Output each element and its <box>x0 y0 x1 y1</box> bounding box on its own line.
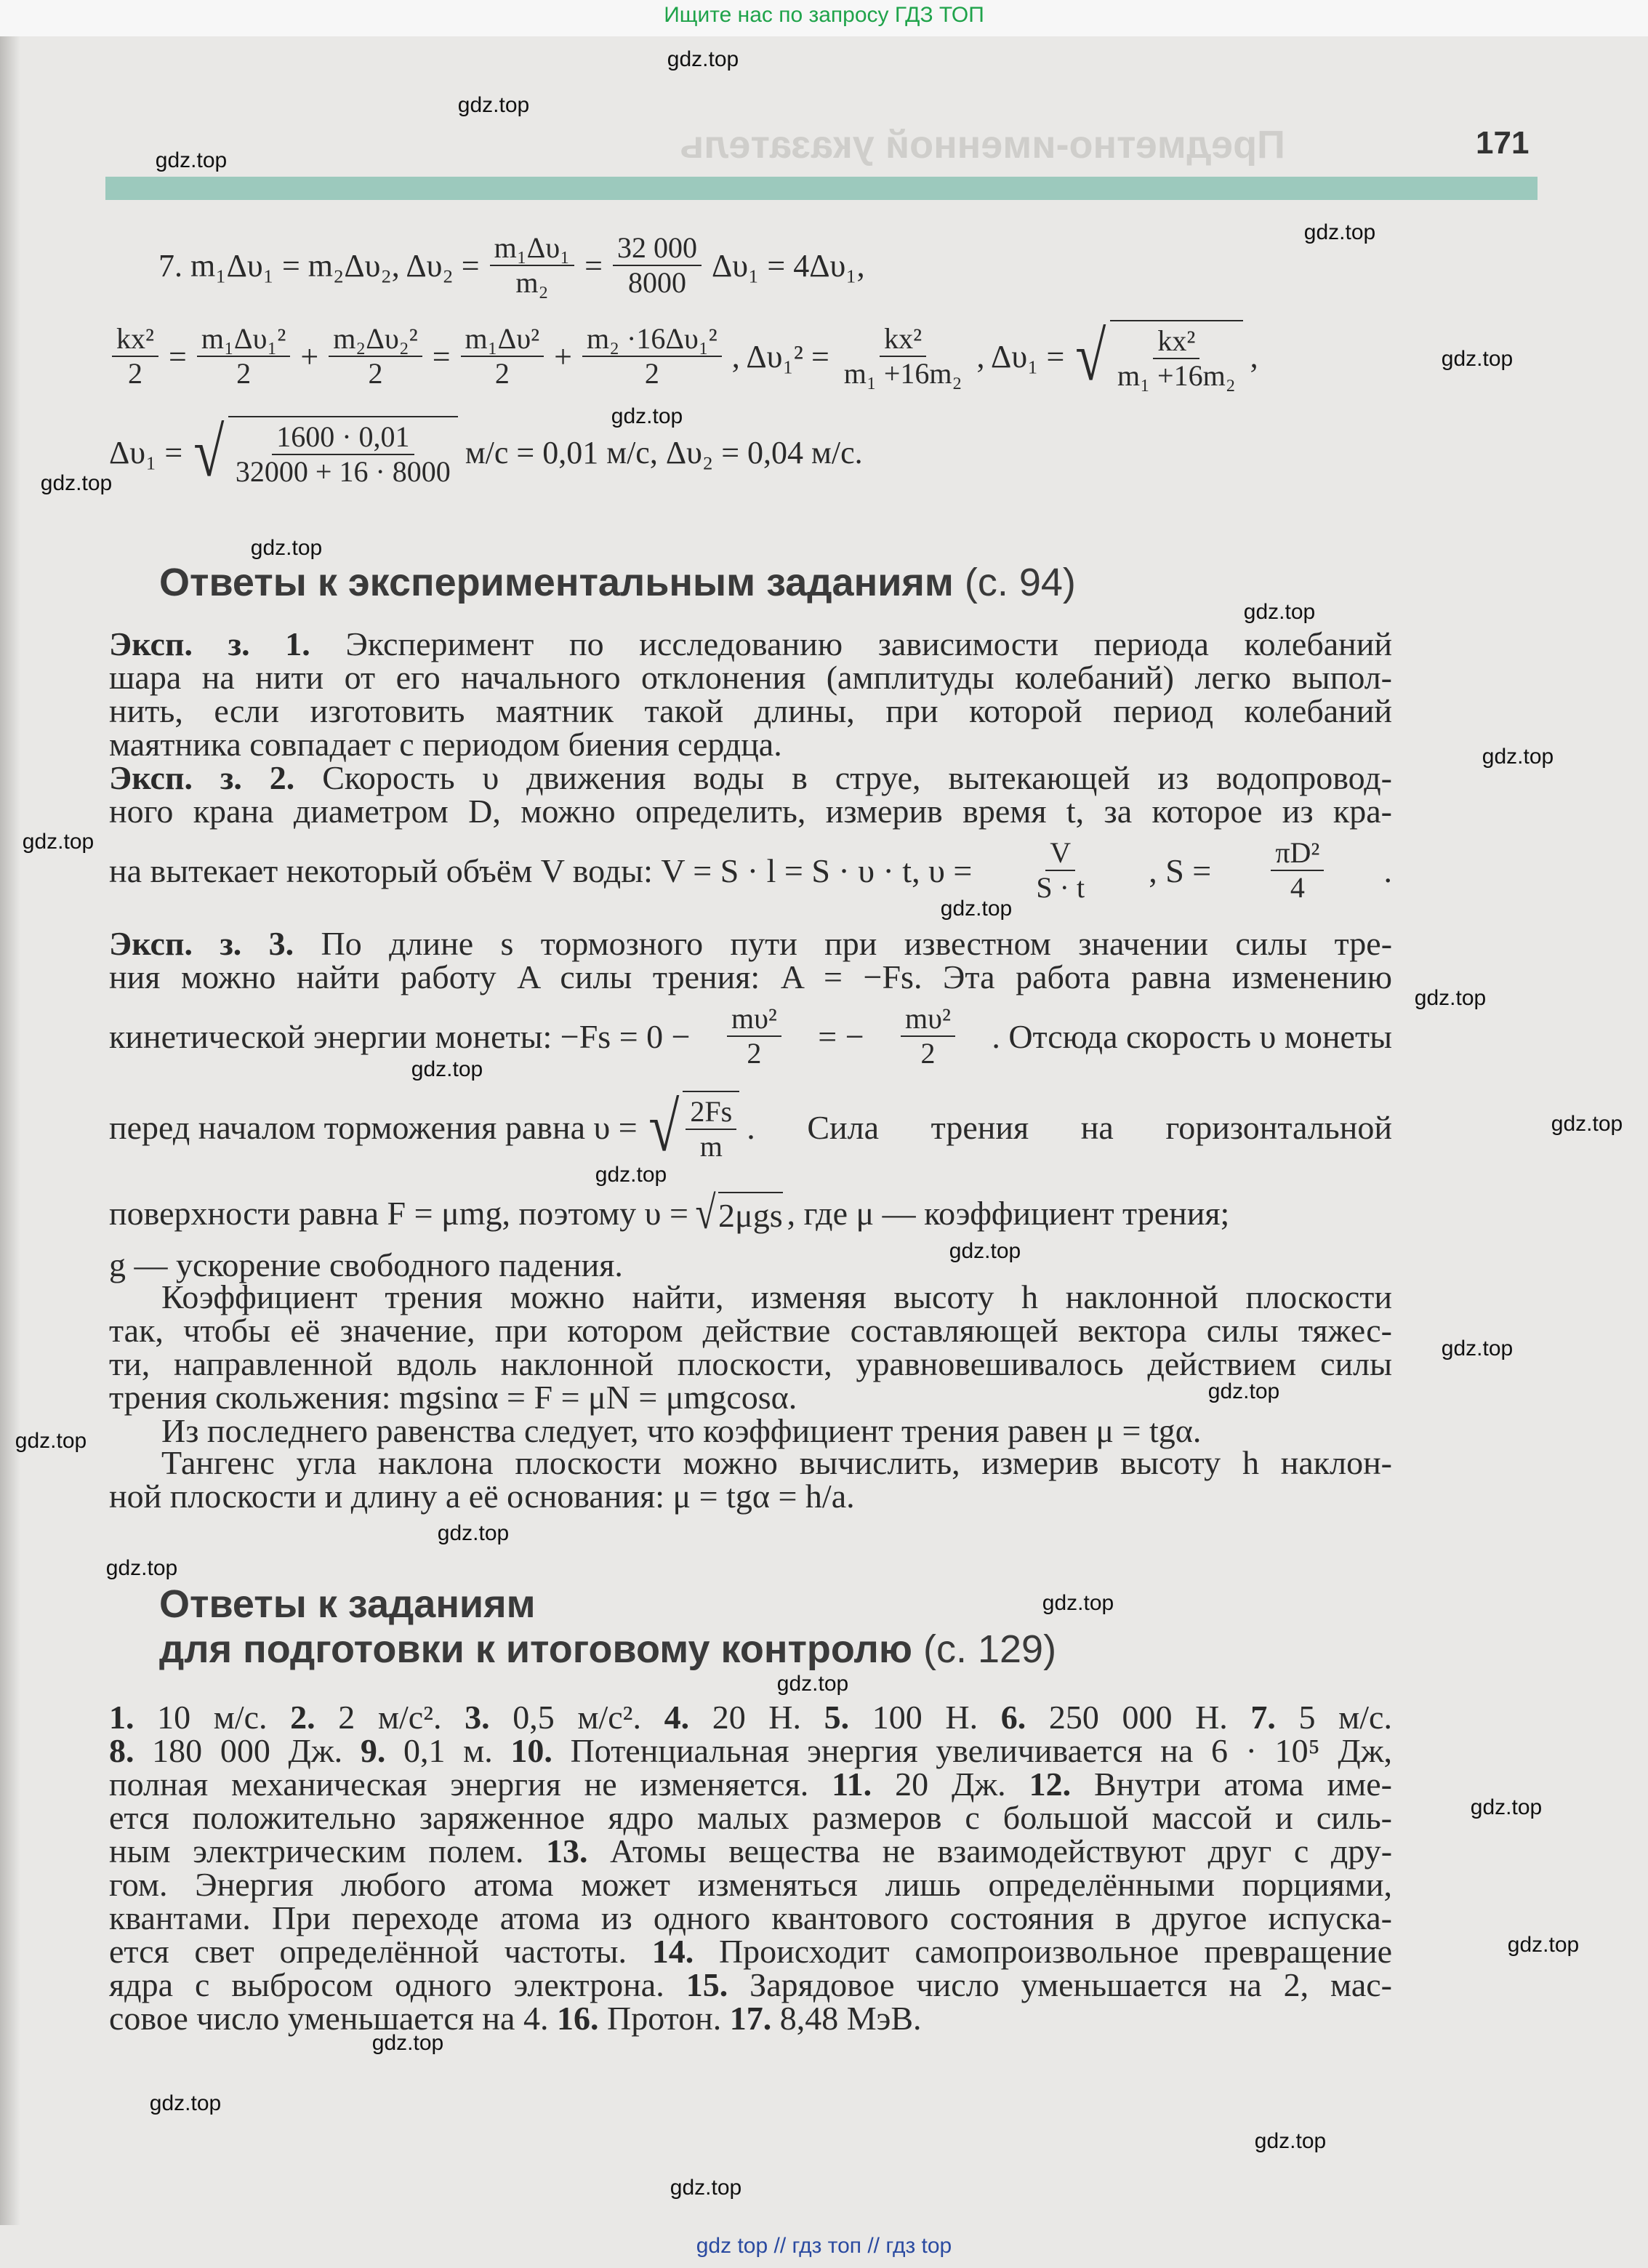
page-reference: (с. 129) <box>923 1627 1057 1671</box>
answer-line: ется свет определённой частоты. 14. Происходит самопроизвольное превращение <box>109 1933 1392 1970</box>
text-line: шара на нити от его начального отклонения (амплитуды колебаний) легко выпол- <box>109 659 1392 696</box>
section-heading-final-control <box>159 1582 1056 1672</box>
text-line: трения скольжения: mgsinα = F = μN = μmgcosα. <box>109 1379 797 1416</box>
numerator: kx² <box>880 322 926 357</box>
text-line: ной плоскости и длину a её основания: μ = tgα = h/a. <box>109 1478 855 1515</box>
watermark: gdz.top <box>1414 986 1487 1010</box>
numerator: πD² <box>1271 836 1324 871</box>
numerator: m₂ ·16Δυ₁² <box>582 322 722 357</box>
denominator: 2 <box>128 357 142 390</box>
watermark: gdz.top <box>1482 745 1554 769</box>
watermark: gdz.top <box>457 93 530 117</box>
text-line <box>109 925 1392 963</box>
fraction <box>490 231 575 300</box>
answer-number: 13. <box>545 1832 588 1870</box>
text-line <box>109 759 1392 797</box>
fraction <box>1271 836 1324 905</box>
watermark: gdz.top <box>949 1239 1021 1263</box>
section-heading-experimental <box>159 560 1076 605</box>
denominator: m₁ +16m₂ <box>1117 359 1236 392</box>
watermark: gdz.top <box>22 830 95 854</box>
denominator: 2 <box>368 357 383 390</box>
formula-surface <box>109 1187 1392 1238</box>
watermark: gdz.top <box>1254 2129 1327 2153</box>
text-line: Тангенс угла наклона плоскости можно вычислить, измерив высоту h наклон- <box>161 1444 1392 1481</box>
answer-number: 9. <box>360 1732 386 1769</box>
formula-text: , Δυ₁² = <box>731 338 829 374</box>
radical-sign-icon: √ <box>193 413 225 491</box>
formula-text: . Отсюда скорость υ монеты <box>992 1017 1392 1055</box>
formula-text: поверхности равна F = μmg, поэтому υ = <box>109 1194 688 1232</box>
denominator: 32000 + 16 · 8000 <box>235 455 451 488</box>
formula-kinetic <box>109 1002 1392 1070</box>
answer-line: полная механическая энергия не изменяется. 11. 20 Дж. 12. Внутри атома име- <box>109 1766 1392 1803</box>
answer-number: 1. <box>109 1699 134 1736</box>
watermark: gdz.top <box>1551 1112 1623 1136</box>
watermark: gdz.top <box>40 471 113 495</box>
answer-line: квантами. При переходе атома из одного квантового состояния в другое испуска- <box>109 1899 1392 1936</box>
answer-number: 6. <box>1000 1699 1026 1736</box>
page-number: 171 <box>1476 125 1530 161</box>
fraction <box>197 322 291 390</box>
denominator: 2 <box>644 357 659 390</box>
denominator: 8000 <box>627 266 686 299</box>
numerator: mυ² <box>901 1002 955 1037</box>
numerator: V <box>1045 836 1075 871</box>
fraction <box>329 322 422 390</box>
answer-line: 8. 180 000 Дж. 9. 0,1 м. 10. Потенциальная энергия увеличивается на 6 · 10⁵ Дж, <box>109 1732 1393 1769</box>
radical-sign-icon: √ <box>1075 317 1106 395</box>
header-accent-bar <box>105 177 1538 200</box>
watermark: gdz.top <box>1243 600 1316 624</box>
fraction <box>1113 324 1240 393</box>
formula-text: на вытекает некоторый объём V воды: V = S · l = S · υ · t, υ = <box>109 851 973 889</box>
answer-number: 4. <box>664 1699 690 1736</box>
formula-text: , Δυ₁ = <box>976 338 1065 374</box>
answer-number: 17. <box>729 2000 772 2037</box>
answer-number: 14. <box>651 1933 694 1970</box>
watermark: gdz.top <box>1441 347 1514 371</box>
text-line: Коэффициент трения можно найти, изменяя высоту h наклонной плоскости <box>161 1278 1392 1315</box>
denominator: S · t <box>1036 871 1085 904</box>
formula-text: , <box>1250 338 1258 374</box>
watermark: gdz.top <box>15 1429 87 1453</box>
formula-braking <box>109 1088 1392 1166</box>
formula-flow <box>109 836 1392 905</box>
watermark: gdz.top <box>667 47 739 71</box>
fraction <box>1032 836 1089 905</box>
bleed-through-heading: Предметно-именной указатель <box>680 123 1285 167</box>
answer-line: 1. 10 м/с. 2. 2 м/с². 3. 0,5 м/с². 4. 20 Н. 5. 100 Н. 6. 250 000 Н. 7. 5 м/с. <box>109 1699 1392 1736</box>
denominator: m <box>699 1130 723 1163</box>
formula-text: перед началом торможения равна υ = <box>109 1108 638 1146</box>
watermark: gdz.top <box>1042 1591 1114 1615</box>
answer-number: 2. <box>290 1699 315 1736</box>
text-line: маятника совпадает с периодом биения сердца. <box>109 726 782 763</box>
answer-number: 12. <box>1029 1766 1072 1803</box>
fraction <box>901 1002 955 1070</box>
denominator: 2 <box>236 357 252 390</box>
fraction <box>840 322 967 390</box>
formula-text: 7. m₁Δυ₁ = m₂Δυ₂, Δυ₂ = <box>158 247 480 284</box>
watermark: gdz.top <box>1303 220 1376 244</box>
text-line: так, чтобы её значение, при котором действие составляющей вектора силы тяжес- <box>109 1312 1392 1349</box>
text-line: g — ускорение свободного падения. <box>109 1246 623 1283</box>
fraction <box>727 1002 781 1070</box>
radical-sign-icon: √ <box>648 1088 680 1166</box>
numerator: 32 000 <box>613 231 702 266</box>
formula-text: Δυ₁ = 4Δυ₁, <box>711 247 865 284</box>
answer-line: гом. Энергия любого атома может изменяться лишь определёнными порциями, <box>109 1866 1392 1903</box>
watermark: gdz.top <box>776 1672 849 1696</box>
fraction <box>112 322 158 390</box>
formula-text: Δυ₁ = <box>109 434 183 470</box>
text-line: ти, направленной вдоль наклонной плоскости, уравновешивалось действием силы <box>109 1345 1392 1382</box>
formula-text: . Сила трения на горизонтальной <box>747 1108 1392 1146</box>
denominator: m₂ <box>515 266 549 299</box>
numerator: 2Fs <box>686 1095 736 1130</box>
answer-line: ется положительно заряженное ядро малых размеров с большой массой и силь- <box>109 1799 1392 1836</box>
watermark: gdz.top <box>670 2176 742 2200</box>
text-line: Из последнего равенства следует, что коэффициент трения равен μ = tgα. <box>161 1412 1202 1449</box>
exp-label: Эксп. з. 2. <box>109 759 295 796</box>
watermark: gdz.top <box>940 897 1013 921</box>
watermark: gdz.top <box>1507 1933 1580 1957</box>
heading-text: Ответы к экспериментальным заданиям <box>159 561 954 604</box>
watermark: gdz.top <box>250 536 323 560</box>
fraction <box>613 231 702 300</box>
formula-result <box>109 413 863 491</box>
exp-label: Эксп. з. 3. <box>109 925 294 962</box>
square-root <box>693 1187 783 1238</box>
denominator: 2 <box>920 1037 936 1070</box>
watermark: gdz.top <box>411 1057 483 1081</box>
numerator: kx² <box>112 322 158 357</box>
formula-text: , где μ — коэффициент трения; <box>787 1194 1230 1232</box>
fraction <box>461 322 544 390</box>
watermark: gdz.top <box>595 1163 667 1187</box>
answer-number: 3. <box>465 1699 490 1736</box>
square-root <box>645 1088 740 1166</box>
formula-text: . <box>1383 851 1392 889</box>
text: Скорость υ движения воды в струе, вытекающей из водопровод- <box>322 759 1392 796</box>
formula-text: = − <box>818 1017 864 1055</box>
formula-text: м/с = 0,01 м/с, Δυ₂ = 0,04 м/с. <box>465 434 863 470</box>
answer-line: совое число уменьшается на 4. 16. Протон. 17. 8,48 МэВ. <box>109 2000 922 2037</box>
exp-label: Эксп. з. 1. <box>109 625 310 662</box>
text-line: нить, если изготовить маятник такой длины, при которой период колебаний <box>109 692 1392 729</box>
answer-number: 16. <box>556 2000 599 2037</box>
watermark: gdz.top <box>105 1556 178 1580</box>
watermark: gdz.top <box>371 2031 444 2055</box>
fraction <box>231 420 455 489</box>
watermark: gdz.top <box>1441 1337 1514 1361</box>
denominator: 2 <box>747 1037 762 1070</box>
numerator: 1600 · 0,01 <box>272 420 414 455</box>
page-edge-shadow <box>0 36 20 2225</box>
numerator: m₂Δυ₂² <box>329 322 422 357</box>
text: По длине s тормозного пути при известном значении силы тре- <box>321 925 1393 962</box>
square-root <box>190 413 458 491</box>
answer-number: 11. <box>832 1766 872 1803</box>
formula-text: , S = <box>1149 851 1212 889</box>
watermark: gdz.top <box>149 2091 222 2115</box>
formula-energy: $\frac{\text{kx²}}{2}$ = $\frac{\text{m₁Δυ₁²}}{2}$ + $\frac{\text{m₂Δυ₂²}}{2}$ = $\frac{\text{m₁Δυ²}}{2}$ + $\frac{\text{m₂ ·16Δυ₁²}}{2}$ , Δυ₁² = $\frac{\text{kx²}}{\text{m₁ +16m₂}}$ , Δυ₁ = √ $\frac{\text{kx²}}{\text{m₁ +16m₂}}$ , <box>109 320 1258 393</box>
answer-number: 15. <box>686 1966 728 2003</box>
watermark: gdz.top <box>437 1521 510 1545</box>
search-banner[interactable]: Ищите нас по запросу ГДЗ ТОП <box>664 3 984 27</box>
radicand: 2μgs <box>718 1192 783 1235</box>
fraction <box>686 1095 736 1163</box>
page-reference: (с. 94) <box>964 561 1076 604</box>
radical-sign-icon: √ <box>695 1187 716 1238</box>
numerator: m₁Δυ₁ <box>490 231 575 266</box>
watermark: gdz.top <box>611 404 683 428</box>
square-root <box>1072 317 1242 395</box>
text-line: ния можно найти работу A силы трения: A = −Fs. Эта работа равна изменению <box>109 958 1392 995</box>
heading-text: Ответы к заданиям <box>159 1582 536 1626</box>
formula-text: = <box>584 247 603 284</box>
footer-links[interactable]: gdz top // гдз топ // гдз top <box>696 2234 952 2258</box>
answer-number: 8. <box>109 1732 134 1769</box>
text-line <box>109 625 1392 663</box>
denominator: m₁ +16m₂ <box>843 357 962 390</box>
answer-line: ядра с выбросом одного электрона. 15. Зарядовое число уменьшается на 2, мас- <box>109 1966 1392 2003</box>
fraction <box>582 322 722 390</box>
text-line: ного крана диаметром D, можно определить, измерив время t, за которое из кра- <box>109 793 1392 830</box>
text: Эксперимент по исследованию зависимости периода колебаний <box>345 625 1393 662</box>
answer-line: ным электрическим полем. 13. Атомы вещества не взаимодействуют друг с дру- <box>109 1832 1393 1870</box>
formula-momentum <box>158 231 865 300</box>
denominator: 4 <box>1290 871 1305 904</box>
heading-text: для подготовки к итоговому контролю <box>159 1627 912 1671</box>
answer-number: 10. <box>510 1732 552 1769</box>
answer-number: 7. <box>1250 1699 1276 1736</box>
watermark: gdz.top <box>1470 1795 1543 1819</box>
denominator: 2 <box>494 357 510 390</box>
answer-number: 5. <box>824 1699 850 1736</box>
numerator: m₁Δυ₁² <box>197 322 291 357</box>
numerator: kx² <box>1153 324 1199 359</box>
numerator: m₁Δυ² <box>461 322 544 357</box>
formula-text: кинетической энергии монеты: −Fs = 0 − <box>109 1017 691 1055</box>
numerator: mυ² <box>727 1002 781 1037</box>
watermark: gdz.top <box>1207 1379 1280 1403</box>
watermark: gdz.top <box>155 148 228 172</box>
